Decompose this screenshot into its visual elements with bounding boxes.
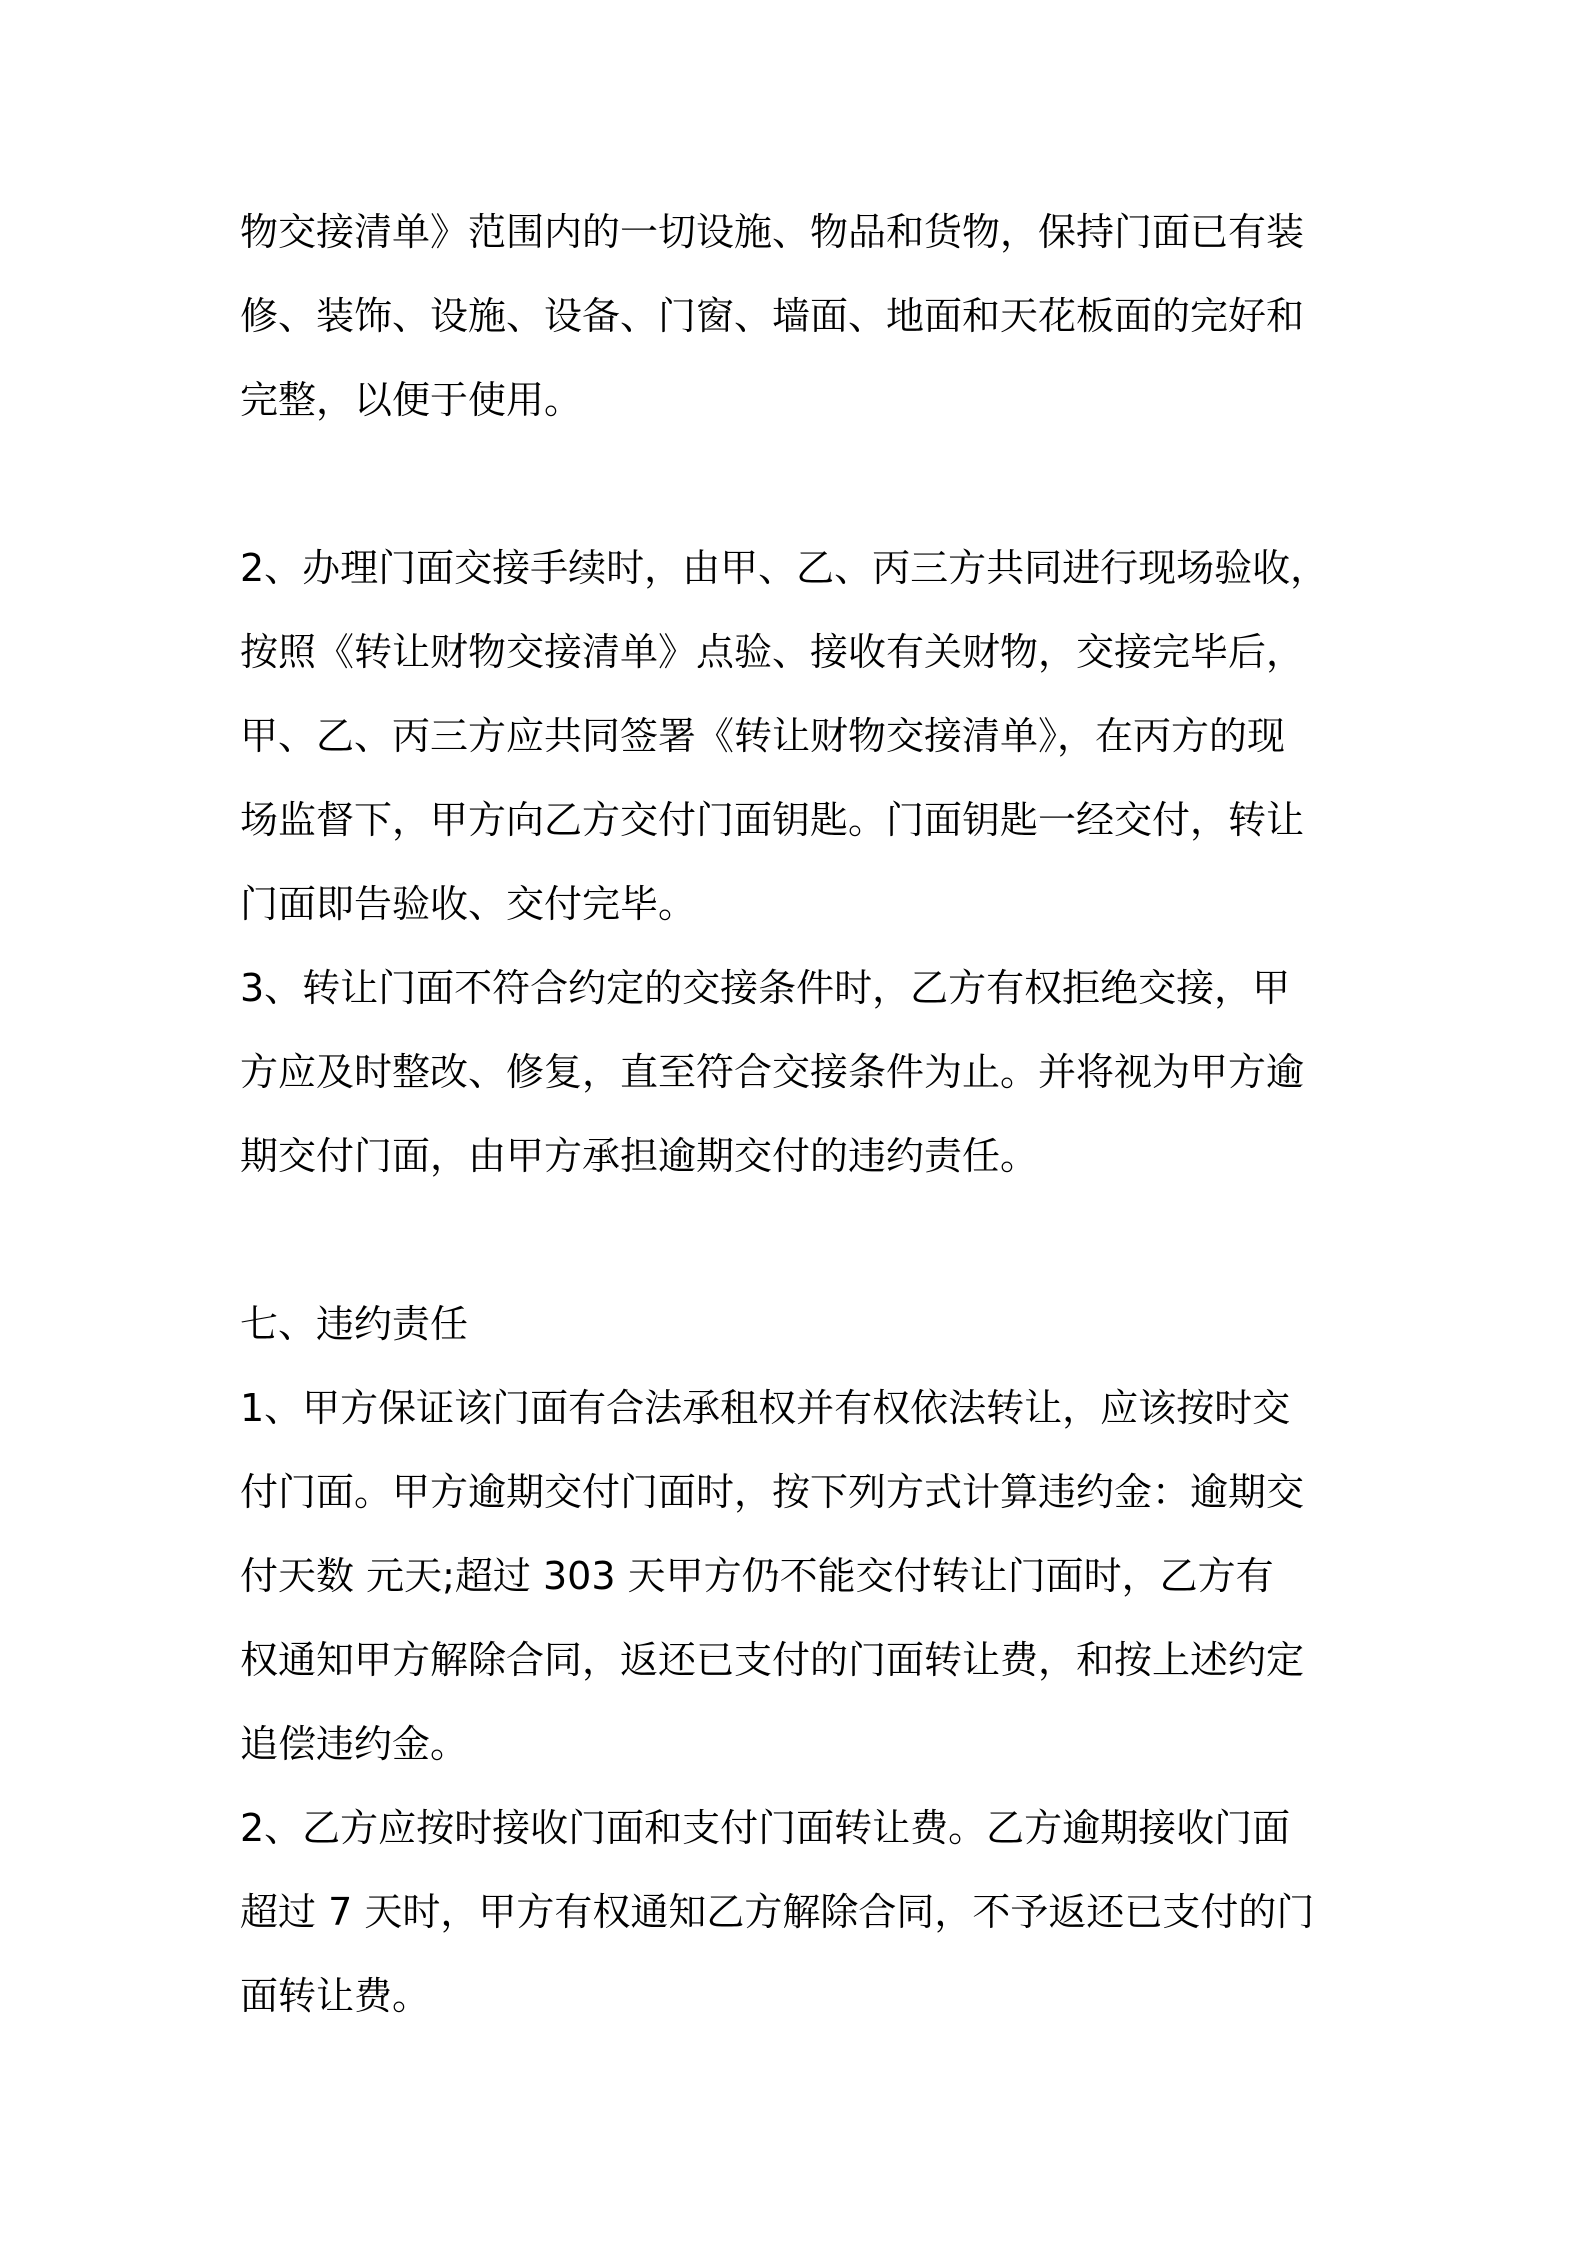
text-line: 追偿违约金。 <box>240 1722 469 1766</box>
section-heading: 七、违约责任 <box>240 1302 469 1346</box>
text-line: 3、转让门面不符合约定的交接条件时，乙方有权拒绝交接，甲 <box>240 966 1291 1010</box>
text-line: 物交接清单》范围内的一切设施、物品和货物，保持门面已有装 <box>240 210 1305 254</box>
text-line: 超过 7 天时，甲方有权通知乙方解除合同，不予返还已支付的门 <box>240 1890 1315 1934</box>
text-line: 付门面。甲方逾期交付门面时，按下列方式计算违约金：逾期交 <box>240 1470 1305 1514</box>
text-line: 面转让费。 <box>240 1974 431 2018</box>
text-line: 方应及时整改、修复，直至符合交接条件为止。并将视为甲方逾 <box>240 1050 1305 1094</box>
text-line: 期交付门面，由甲方承担逾期交付的违约责任。 <box>240 1134 1039 1178</box>
text-line: 门面即告验收、交付完毕。 <box>240 882 697 926</box>
text-line: 2、乙方应按时接收门面和支付门面转让费。乙方逾期接收门面 <box>240 1806 1291 1850</box>
paragraph-gap <box>240 1198 1360 1282</box>
text-line: 1、甲方保证该门面有合法承租权并有权依法转让，应该按时交 <box>240 1386 1291 1430</box>
text-line: 甲、乙、丙三方应共同签署《转让财物交接清单》，在丙方的现 <box>240 714 1286 758</box>
text-line: 2、办理门面交接手续时，由甲、乙、丙三方共同进行现场验收， <box>240 546 1329 590</box>
document-body <box>240 190 1360 2038</box>
text-line: 权通知甲方解除合同，返还已支付的门面转让费，和按上述约定 <box>240 1638 1305 1682</box>
paragraph-gap <box>240 442 1360 526</box>
text-line: 场监督下，甲方向乙方交付门面钥匙。门面钥匙一经交付，转让 <box>240 798 1305 842</box>
text-line: 付天数 元天;超过 303 天甲方仍不能交付转让门面时，乙方有 <box>240 1554 1274 1598</box>
text-line: 完整，以便于使用。 <box>240 378 583 422</box>
text-line: 修、装饰、设施、设备、门窗、墙面、地面和天花板面的完好和 <box>240 294 1305 338</box>
text-line: 按照《转让财物交接清单》点验、接收有关财物，交接完毕后， <box>240 630 1305 674</box>
